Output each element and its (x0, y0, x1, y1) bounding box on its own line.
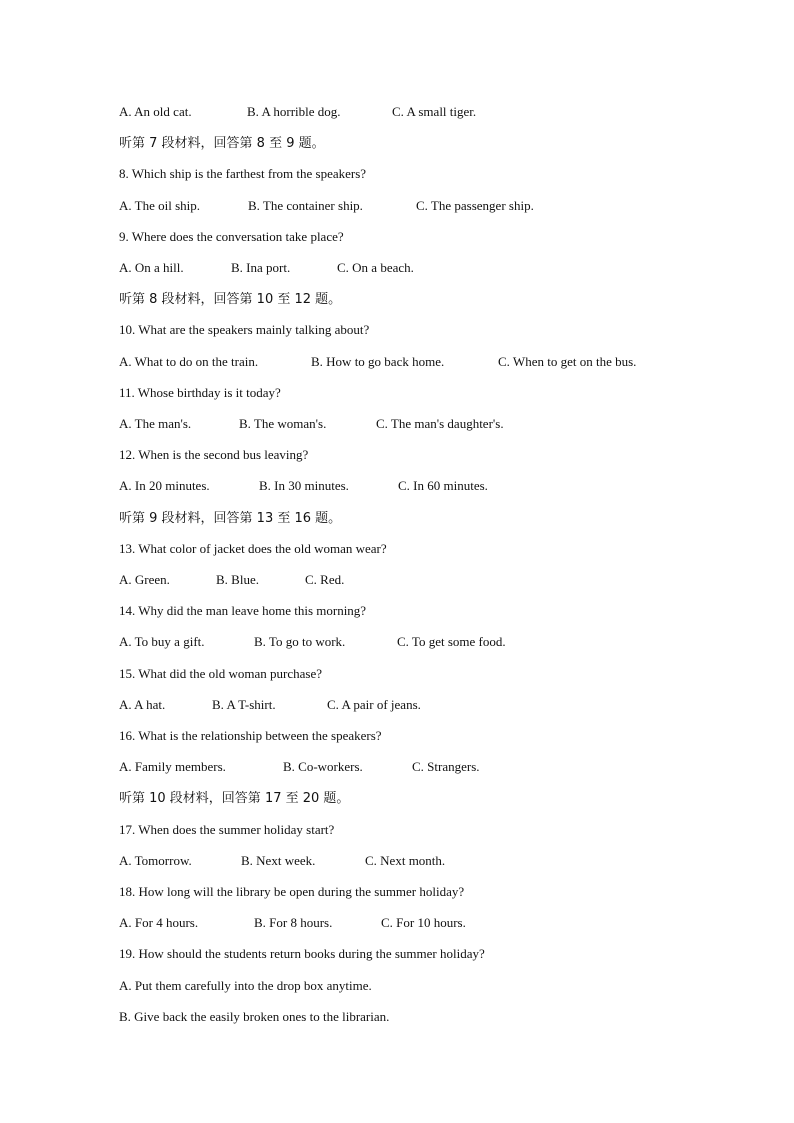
answer-options (119, 102, 734, 122)
option-text (119, 976, 734, 996)
option-b: B. How to go back home. (311, 353, 445, 369)
answer-options (119, 196, 734, 216)
answer-options (119, 414, 734, 434)
answer-options (119, 570, 734, 590)
question-text (119, 383, 734, 403)
option-a: A. The man's. (119, 416, 192, 431)
answer-options (119, 258, 734, 278)
section-instruction (119, 133, 734, 153)
line-text: 14. Why did the man leave home this morning? (119, 603, 367, 619)
line-text: A. Put them carefully into the drop box anytime. (119, 977, 372, 993)
option-b: B. A T-shirt. (212, 696, 276, 712)
question-text (119, 944, 734, 964)
question-text (119, 320, 734, 340)
line-text: 16. What is the relationship between the speakers? (119, 728, 382, 743)
option-a: A. On a hill. (119, 260, 184, 275)
option-a: A. Green. (119, 572, 170, 587)
line-text: 12. When is the second bus leaving? (119, 447, 309, 463)
answer-options (119, 476, 734, 496)
line-text: 13. What color of jacket does the old woman wear? (119, 540, 387, 556)
section-instruction (119, 788, 734, 808)
option-c: C. Red. (305, 572, 345, 587)
option-c: C. When to get on the bus. (498, 353, 637, 369)
option-c: C. Strangers. (412, 759, 480, 775)
answer-options (119, 913, 734, 933)
option-c: C. Next month. (365, 852, 446, 868)
question-text (119, 164, 734, 184)
option-b: B. Next week. (241, 852, 316, 868)
option-a: A. In 20 minutes. (119, 478, 210, 494)
option-a: A. Family members. (119, 759, 226, 775)
option-b: B. A horrible dog. (247, 104, 341, 119)
option-c: C. A pair of jeans. (327, 696, 421, 712)
option-text (119, 1007, 734, 1027)
option-c: C. A small tiger. (392, 104, 477, 119)
line-text: 10. What are the speakers mainly talking about? (119, 322, 370, 338)
option-c: C. For 10 hours. (381, 915, 466, 931)
line-text: 19. How should the students return books during the summer holiday? (119, 946, 485, 962)
option-b: B. Co-workers. (283, 759, 363, 775)
option-a: A. What to do on the train. (119, 353, 259, 369)
line-text: 9. Where does the conversation take place? (119, 228, 344, 244)
answer-options (119, 851, 734, 871)
question-text (119, 539, 734, 559)
line-text: 8. Which ship is the farthest from the speakers? (119, 166, 367, 182)
line-text: 听第 9 段材料，回答第 13 至 16 题。 (119, 510, 342, 526)
option-c: C. On a beach. (337, 260, 414, 275)
line-text: 15. What did the old woman purchase? (119, 665, 323, 681)
line-text: 11. Whose birthday is it today? (119, 384, 281, 400)
line-text: B. Give back the easily broken ones to the librarian. (119, 1008, 390, 1024)
option-c: C. The man's daughter's. (376, 416, 504, 431)
option-b: B. To go to work. (254, 634, 346, 650)
answer-options (119, 352, 734, 372)
line-text: 17. When does the summer holiday start? (119, 821, 335, 837)
option-b: B. The container ship. (248, 197, 363, 213)
option-b: B. Blue. (216, 572, 259, 587)
answer-options (119, 757, 734, 777)
option-a: A. The oil ship. (119, 197, 201, 213)
section-instruction (119, 289, 734, 309)
option-b: B. In 30 minutes. (259, 478, 349, 494)
question-text (119, 882, 734, 902)
option-b: B. For 8 hours. (254, 915, 333, 931)
option-a: A. For 4 hours. (119, 915, 199, 931)
line-text: 18. How long will the library be open during the summer holiday? (119, 884, 465, 899)
option-c: C. In 60 minutes. (398, 478, 488, 494)
option-b: B. The woman's. (239, 416, 327, 431)
question-text (119, 445, 734, 465)
option-a: A. A hat. (119, 696, 166, 712)
option-a: A. An old cat. (119, 104, 192, 119)
option-c: C. The passenger ship. (416, 197, 534, 213)
question-text (119, 227, 734, 247)
line-text: 听第 8 段材料，回答第 10 至 12 题。 (119, 292, 342, 308)
question-text (119, 601, 734, 621)
question-text (119, 664, 734, 684)
option-b: B. Ina port. (231, 260, 291, 275)
answer-options (119, 695, 734, 715)
question-text (119, 820, 734, 840)
option-c: C. To get some food. (397, 634, 506, 650)
option-a: A. Tomorrow. (119, 852, 192, 868)
line-text: 听第 7 段材料，回答第 8 至 9 题。 (119, 136, 325, 152)
question-text (119, 726, 734, 746)
option-a: A. To buy a gift. (119, 634, 205, 650)
line-text: 听第 10 段材料，回答第 17 至 20 题。 (119, 791, 350, 807)
section-instruction (119, 508, 734, 528)
answer-options (119, 632, 734, 652)
